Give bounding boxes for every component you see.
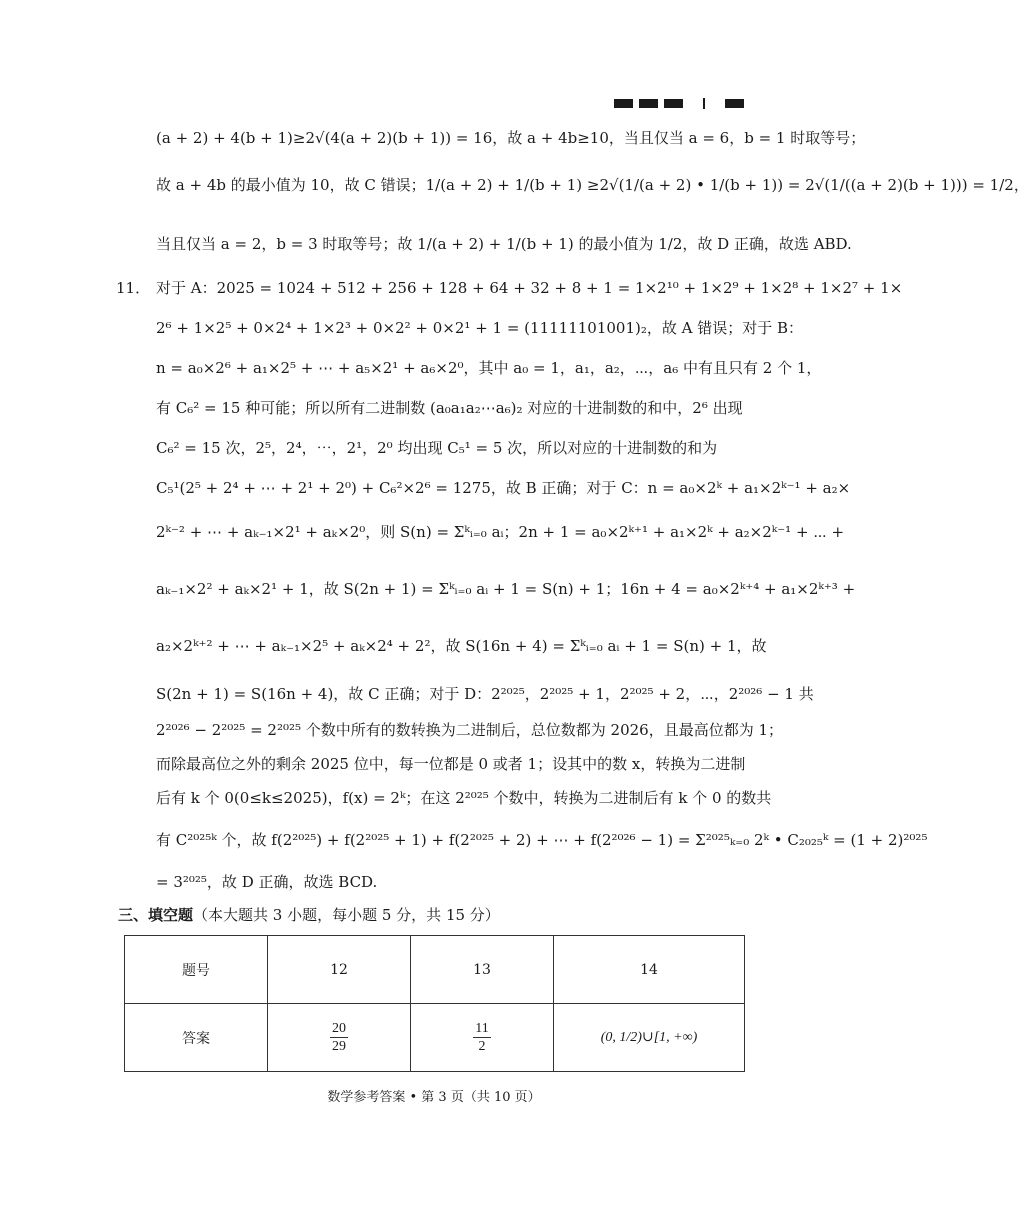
text-line: = 3²⁰²⁵，故 D 正确，故选 BCD. xyxy=(156,873,378,891)
text-line: 对于 A：2025 = 1024 + 512 + 256 + 128 + 64 + 32 + 8 + 1 = 1×2¹⁰ + 1×2⁹ + 1×2⁸ + 1×2⁷ + 1× xyxy=(156,279,903,297)
text-line: S(2n + 1) = S(16n + 4)，故 C 正确；对于 D：2²⁰²⁵，2²⁰²⁵ + 1，2²⁰²⁵ + 2，⋯，2²⁰²⁶ − 1 共 xyxy=(156,685,814,703)
table-cell xyxy=(411,1004,554,1072)
table-cell xyxy=(268,1004,411,1072)
page-footer: 数学参考答案 • 第 3 页（共 10 页） xyxy=(327,1090,541,1105)
header-mark xyxy=(725,99,744,108)
fraction xyxy=(473,1020,490,1055)
text-line: 有 C²⁰²⁵ᵏ 个，故 f(2²⁰²⁵) + f(2²⁰²⁵ + 1) + f(2²⁰²⁵ + 2) + ⋯ + f(2²⁰²⁶ − 1) = Σ²⁰²⁵ₖ₌₀ 2ᵏ • C₂₀₂₅ᵏ = (1 + 2)²⁰²⁵ xyxy=(156,831,928,849)
text-line: 有 C₆² = 15 种可能；所以所有二进制数 (a₀a₁a₂⋯a₆)₂ 对应的十进制数的和中，2⁶ 出现 xyxy=(156,399,743,417)
header-mark xyxy=(703,98,705,109)
section-heading xyxy=(118,904,500,925)
text-line: a₂×2ᵏ⁺² + ⋯ + aₖ₋₁×2⁵ + aₖ×2⁴ + 2²，故 S(16n + 4) = Σᵏᵢ₌₀ aᵢ + 1 = S(n) + 1，故 xyxy=(156,637,767,655)
table-header-cell: 答案 xyxy=(125,1004,268,1072)
table-cell: 12 xyxy=(268,936,411,1004)
text-line: (a + 2) + 4(b + 1)≥2√(4(a + 2)(b + 1)) = 16，故 a + 4b≥10，当且仅当 a = 6，b = 1 时取等号； xyxy=(156,129,866,147)
section-title: 三、填空题 xyxy=(118,906,194,924)
fraction xyxy=(330,1020,348,1055)
text-line: n = a₀×2⁶ + a₁×2⁵ + ⋯ + a₅×2¹ + a₆×2⁰，其中 a₀ = 1，a₁，a₂，⋯，a₆ 中有且只有 2 个 1， xyxy=(156,359,822,377)
table-header-cell: 题号 xyxy=(125,936,268,1004)
header-mark xyxy=(639,99,658,108)
text-line: 2⁶ + 1×2⁵ + 0×2⁴ + 1×2³ + 0×2² + 0×2¹ + 1 = (11111101001)₂，故 A 错误；对于 B： xyxy=(156,319,804,337)
table-cell: 13 xyxy=(411,936,554,1004)
question-number: 11． xyxy=(116,279,151,297)
header-mark xyxy=(614,99,633,108)
header-mark xyxy=(664,99,683,108)
section-note: （本大题共 3 小题，每小题 5 分，共 15 分） xyxy=(193,906,500,924)
table-cell: 14 xyxy=(554,936,745,1004)
table-row xyxy=(125,1004,745,1072)
answer-table xyxy=(124,935,745,1072)
header-marks xyxy=(614,98,744,109)
text-line: C₅¹(2⁵ + 2⁴ + ⋯ + 2¹ + 2⁰) + C₆²×2⁶ = 1275，故 B 正确；对于 C：n = a₀×2ᵏ + a₁×2ᵏ⁻¹ + a₂× xyxy=(156,479,851,497)
text-line: aₖ₋₁×2² + aₖ×2¹ + 1，故 S(2n + 1) = Σᵏᵢ₌₀ aᵢ + 1 = S(n) + 1；16n + 4 = a₀×2ᵏ⁺⁴ + a₁×2ᵏ⁺³ + xyxy=(156,580,856,598)
text-line: 故 a + 4b 的最小值为 10，故 C 错误；1/(a + 2) + 1/(b + 1) ≥2√(1/(a + 2) • 1/(b + 1)) = 2√(1/((a + 2)(b + 1))) = 1/2， xyxy=(156,176,1029,194)
text-line: 而除最高位之外的剩余 2025 位中，每一位都是 0 或者 1；设其中的数 x，转换为二进制 xyxy=(156,755,746,773)
numerator: 11 xyxy=(475,1021,489,1036)
numerator: 20 xyxy=(332,1021,346,1036)
text-line: C₆² = 15 次，2⁵，2⁴，⋯，2¹，2⁰ 均出现 C₅¹ = 5 次，所以对应的十进制数的和为 xyxy=(156,439,718,457)
interval-answer: (0, 1/2)∪[1, +∞) xyxy=(600,1030,698,1045)
text-line: 后有 k 个 0(0≤k≤2025)，f(x) = 2ᵏ；在这 2²⁰²⁵ 个数中，转换为二进制后有 k 个 0 的数共 xyxy=(156,789,772,807)
text-line: 2²⁰²⁶ − 2²⁰²⁵ = 2²⁰²⁵ 个数中所有的数转换为二进制后，总位数都为 2026，且最高位都为 1； xyxy=(156,721,784,739)
denominator: 2 xyxy=(478,1039,486,1054)
table-cell xyxy=(554,1004,745,1072)
denominator: 29 xyxy=(332,1039,346,1054)
text-line: 当且仅当 a = 2，b = 3 时取等号；故 1/(a + 2) + 1/(b + 1) 的最小值为 1/2，故 D 正确，故选 ABD. xyxy=(156,235,852,253)
table-row xyxy=(125,936,745,1004)
text-line: 2ᵏ⁻² + ⋯ + aₖ₋₁×2¹ + aₖ×2⁰，则 S(n) = Σᵏᵢ₌₀ aᵢ；2n + 1 = a₀×2ᵏ⁺¹ + a₁×2ᵏ + a₂×2ᵏ⁻¹ + ⋯ + xyxy=(156,523,845,541)
